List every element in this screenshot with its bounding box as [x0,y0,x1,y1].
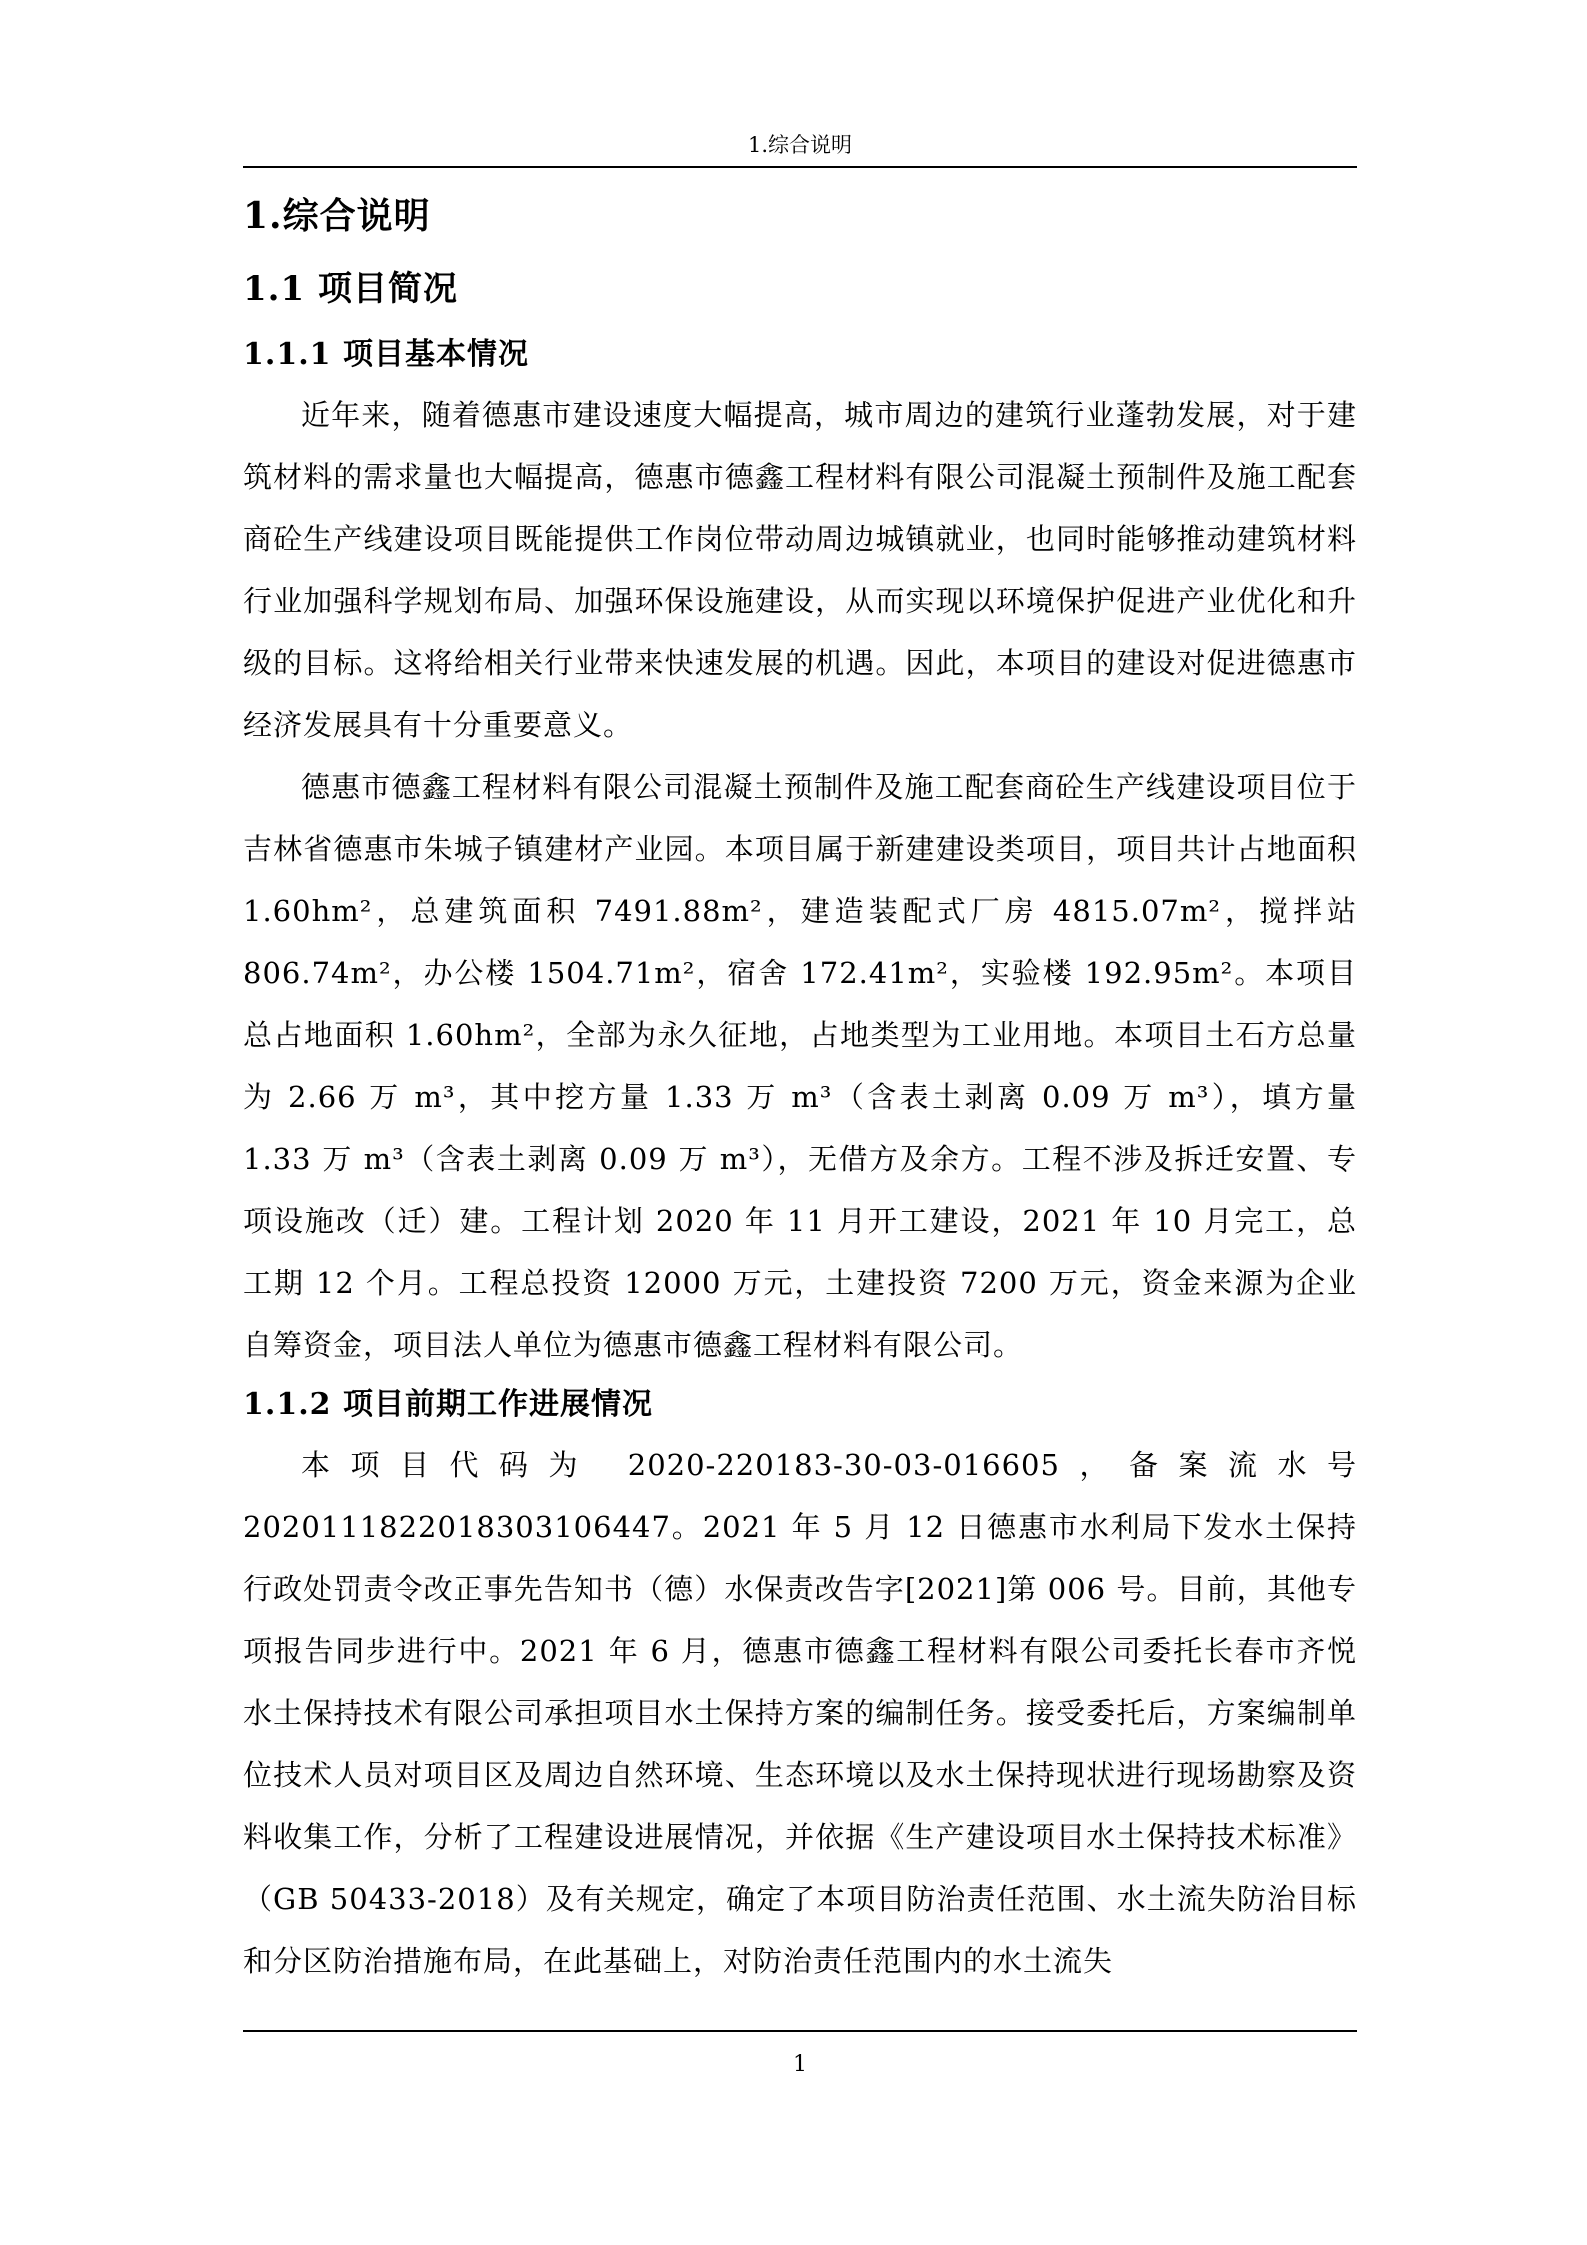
page-number: 1 [793,2052,807,2077]
section-title: 1.1 项目简况 [243,269,458,309]
running-header: 1.综合说明 [747,133,853,157]
paragraph-preliminary-work: 本项目代码为 2020-220183-30-03-016605，备案流水号 2020111822018303106447。2021 年 5 月 12 日德惠市水利局下发水土保持行政处罚责令改正事先告知书（德）水保责改告字[2021]第 006 号。目前，其他专项报告同步进行中。2021 年 6 月，德惠市德鑫工程材料有限公司委托长春市齐悦水土保持技术有限公司承担项目水土保持方案的编制任务。接受委托后，方案编制单位技术人员对项目区及周边自然环境、生态环境以及水土保持现状进行现场勘察及资料收集工作，分析了工程建设进展情况，并依据《生产建设项目水土保持技术标准》（GB 50433-2018）及有关规定，确定了本项目防治责任范围、水土流失防治目标和分区防治措施布局，在此基础上，对防治责任范围内的水土流失 [243,1448,1357,1978]
subsection-title-preliminary-work: 1.1.2 项目前期工作进展情况 [243,1387,653,1422]
paragraph-project-overview: 德惠市德鑫工程材料有限公司混凝土预制件及施工配套商砼生产线建设项目位于吉林省德惠市朱城子镇建材产业园。本项目属于新建建设类项目，项目共计占地面积 1.60hm²，总建筑面积 7491.88m²，建造装配式厂房 4815.07m²，搅拌站 806.74m²，办公楼 1504.71m²，宿舍 172.41m²，实验楼 192.95m²。本项目总占地面积 1.60hm²，全部为永久征地，占地类型为工业用地。本项目土石方总量为 2.66 万 m³，其中挖方量 1.33 万 m³（含表土剥离 0.09 万 m³），填方量 1.33 万 m³（含表土剥离 0.09 万 m³），无借方及余方。工程不涉及拆迁安置、专项设施改（迁）建。工程计划 2020 年 11 月开工建设，2021 年 10 月完工，总工期 12 个月。工程总投资 12000 万元，土建投资 7200 万元，资金来源为企业自筹资金，项目法人单位为德惠市德鑫工程材料有限公司。 [243,770,1357,1362]
chapter-title: 1.综合说明 [243,195,431,237]
paragraph-background: 近年来，随着德惠市建设速度大幅提高，城市周边的建筑行业蓬勃发展，对于建筑材料的需求量也大幅提高，德惠市德鑫工程材料有限公司混凝土预制件及施工配套商砼生产线建设项目既能提供工作岗位带动周边城镇就业，也同时能够推动建筑材料行业加强科学规划布局、加强环保设施建设，从而实现以环境保护促进产业优化和升级的目标。这将给相关行业带来快速发展的机遇。因此，本项目的建设对促进德惠市经济发展具有十分重要意义。 [243,398,1357,742]
header-rule [243,166,1357,168]
subsection-title-basic-info: 1.1.1 项目基本情况 [243,337,529,372]
document-body [243,186,1357,1992]
footer-rule [243,2030,1357,2032]
